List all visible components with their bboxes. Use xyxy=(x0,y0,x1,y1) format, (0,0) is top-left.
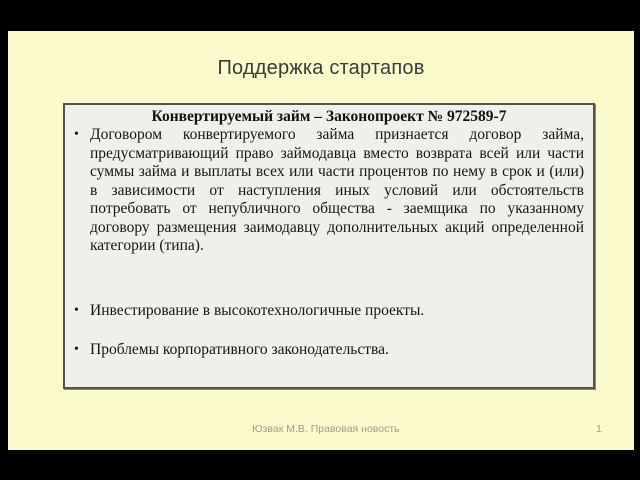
slide-title: Поддержка стартапов xyxy=(217,57,425,79)
bullet-item xyxy=(65,302,593,321)
bullet-text: Инвестирование в высокотехнологичные проекты. xyxy=(90,301,425,319)
bullet-item xyxy=(65,341,593,360)
footer-page-number: 1 xyxy=(596,423,602,435)
bullet-icon: • xyxy=(74,127,79,142)
footer-author: Юзвак М.В. Правовая новость xyxy=(252,423,400,435)
bullet-item xyxy=(65,126,593,256)
content-box xyxy=(63,103,595,389)
bullet-icon: • xyxy=(74,302,79,318)
bullet-text: Проблемы корпоративного законодательства. xyxy=(90,341,389,358)
slide xyxy=(8,31,634,450)
box-heading: Конвертируемый займ – Законопроект № 972589-7 xyxy=(151,108,507,125)
bullet-icon: • xyxy=(74,342,79,357)
bullet-text: Договором конвертируемого займа признается договор займа, предусматривающий право займодавца вместо возврата всей или части суммы займа и выплаты всех или части процентов по нему в срок и (или) в зависимости от наступления иных условий или обстоятельств потребовать от непубличного общества - заемщика по указанному договору размещения заимодавцу дополнительных акций определенной категории (типа). xyxy=(90,126,584,254)
